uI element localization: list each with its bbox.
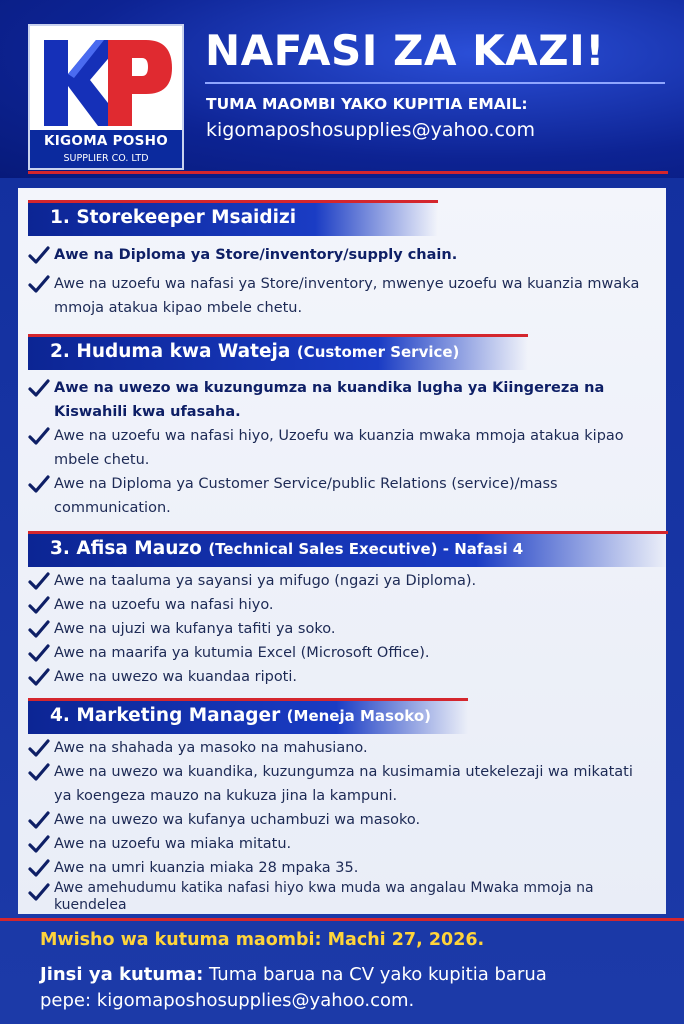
requirement-item: Awe na uzoefu wa nafasi hiyo.: [54, 593, 654, 617]
check-icon: [28, 594, 50, 616]
check-icon: [28, 570, 50, 592]
requirement-item: Awe na Diploma ya Customer Service/public Relations (service)/mass communication.: [54, 472, 654, 520]
title-divider: [205, 82, 665, 84]
requirement-item: Awe na uzoefu wa nafasi hiyo, Uzoefu wa kuanzia mwaka mmoja atakua kipao mbele chetu.: [54, 424, 654, 472]
check-icon: [28, 737, 50, 759]
poster-header: [0, 0, 684, 178]
requirement-item: Awe na shahada ya masoko na mahusiano.: [54, 736, 654, 760]
check-icon: [28, 273, 50, 295]
page-title: NAFASI ZA KAZI!: [205, 26, 605, 75]
application-deadline: Mwisho wa kutuma maombi: Machi 27, 2026.: [40, 930, 485, 950]
header-email[interactable]: kigomaposhosupplies@yahoo.com: [206, 119, 536, 141]
header-divider: [28, 171, 668, 174]
requirement-item: Awe na uwezo wa kuandaa ripoti.: [54, 665, 654, 689]
footer-divider: [0, 918, 684, 921]
requirement-item: Awe na uzoefu wa miaka mitatu.: [54, 832, 654, 856]
logo-company-subtitle: SUPPLIER CO. LTD: [30, 152, 182, 168]
section-header-1: [28, 200, 438, 236]
check-icon: [28, 473, 50, 495]
section-title-4: 4. Marketing Manager (Meneja Masoko): [50, 705, 431, 726]
check-icon: [28, 881, 50, 903]
check-icon: [28, 761, 50, 783]
requirement-item: Awe na taaluma ya sayansi ya mifugo (ngazi ya Diploma).: [54, 569, 654, 593]
section-title-3: 3. Afisa Mauzo (Technical Sales Executive) - Nafasi 4: [50, 538, 524, 559]
check-icon: [28, 425, 50, 447]
check-icon: [28, 377, 50, 399]
section-header-3: [28, 531, 668, 567]
section-header-2: [28, 334, 528, 370]
requirement-item: Awe na umri kuanzia miaka 28 mpaka 35.: [54, 856, 654, 880]
section-title-2: 2. Huduma kwa Wateja (Customer Service): [50, 341, 460, 362]
requirement-item: Awe na ujuzi wa kufanya tafiti ya soko.: [54, 617, 654, 641]
check-icon: [28, 857, 50, 879]
section-title-1: 1. Storekeeper Msaidizi: [50, 207, 297, 228]
check-icon: [28, 642, 50, 664]
requirement-item: Awe na uwezo wa kuandika, kuzungumza na kusimamia utekelezaji wa mikatati ya koengeza mauzo na kukuza jina la kampuni.: [54, 760, 654, 808]
check-icon: [28, 244, 50, 266]
how-to-apply: Jinsi ya kutuma: Tuma barua na CV yako kupitia barua: [40, 964, 547, 985]
check-icon: [28, 618, 50, 640]
requirement-item: Awe na uwezo wa kuzungumza na kuandika lugha ya Kiingereza na Kiswahili kwa ufasaha.: [54, 376, 654, 424]
kp-logo-icon: [38, 32, 176, 132]
apply-instruction: TUMA MAOMBI YAKO KUPITIA EMAIL:: [206, 95, 528, 113]
requirement-item: Awe na uzoefu wa nafasi ya Store/inventory, mwenye uzoefu wa kuanzia mwaka mmoja atakua kipao mbele chetu.: [54, 272, 654, 320]
footer-email[interactable]: pepe: kigomaposhosupplies@yahoo.com.: [40, 990, 415, 1011]
requirement-item: Awe amehudumu katika nafasi hiyo kwa muda wa angalau Mwaka mmoja na kuendelea: [54, 880, 654, 914]
check-icon: [28, 833, 50, 855]
check-icon: [28, 809, 50, 831]
check-icon: [28, 666, 50, 688]
section-header-4: [28, 698, 468, 734]
requirement-item: Awe na maarifa ya kutumia Excel (Microsoft Office).: [54, 641, 654, 665]
vacancies-card: [18, 188, 666, 914]
company-logo: [28, 24, 184, 170]
requirement-item: Awe na uwezo wa kufanya uchambuzi wa masoko.: [54, 808, 654, 832]
requirement-item: Awe na Diploma ya Store/inventory/supply chain.: [54, 243, 654, 267]
logo-company-name: KIGOMA POSHO: [30, 130, 182, 152]
